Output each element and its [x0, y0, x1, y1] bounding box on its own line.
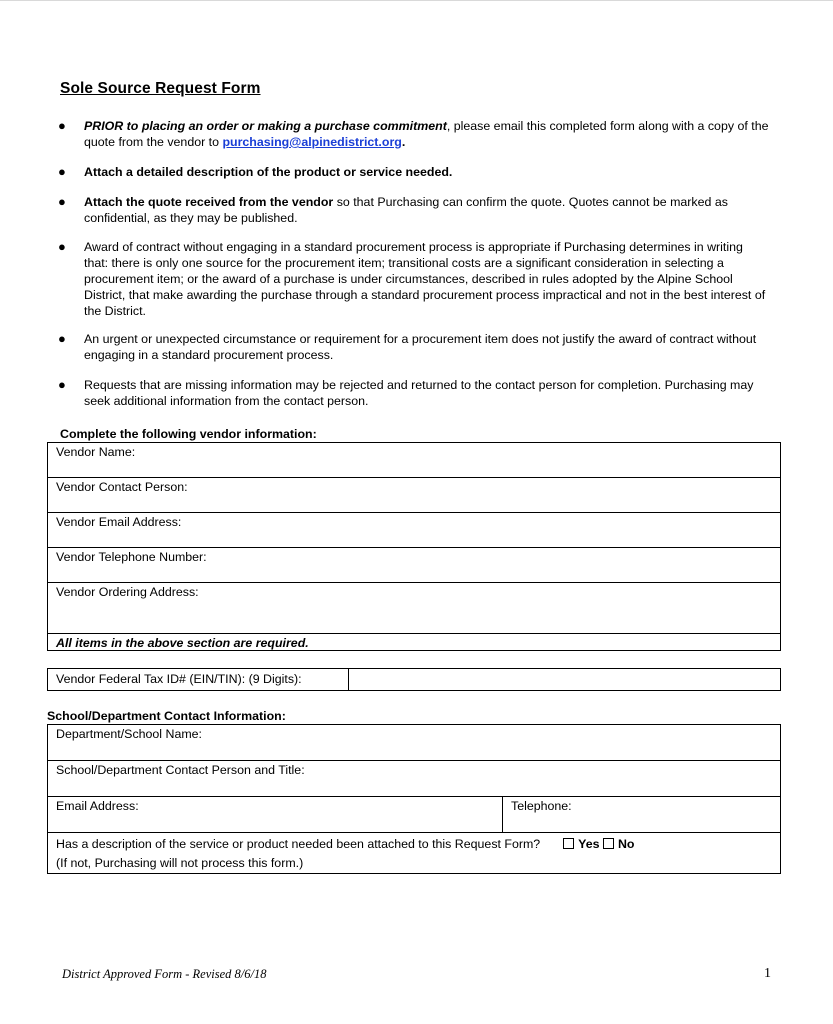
department-label: Department/School Name:	[56, 727, 203, 741]
department-field[interactable]	[48, 725, 781, 761]
description-question-note: (If not, Purchasing will not process this form.)	[56, 856, 304, 870]
tax-id-label: Vendor Federal Tax ID# (EIN/TIN): (9 Digits):	[48, 669, 349, 691]
bullet-icon: ●	[58, 194, 66, 209]
no-checkbox[interactable]	[603, 837, 635, 851]
instruction-item	[58, 118, 770, 150]
instruction-tail: .	[401, 135, 406, 149]
bullet-icon: ●	[58, 164, 66, 179]
footer-revision: District Approved Form - Revised 8/6/18	[62, 967, 267, 981]
instruction-item	[58, 239, 770, 319]
tax-id-input[interactable]	[349, 669, 781, 691]
instruction-item	[58, 194, 770, 226]
instruction-text: An urgent or unexpected circumstance or requirement for a procurement item does not justify the award of contract without engaging in a standard procurement process.	[84, 332, 757, 362]
yes-label: Yes	[578, 837, 600, 851]
vendor-telephone-field[interactable]	[48, 548, 781, 583]
tax-id-table	[47, 668, 781, 691]
yes-checkbox[interactable]	[563, 837, 599, 851]
bullet-icon: ●	[58, 118, 66, 133]
purchasing-email-link[interactable]: purchasing@alpinedistrict.org	[222, 135, 402, 149]
required-note: All items in the above section are required.	[48, 634, 781, 651]
checkbox-icon	[603, 838, 614, 849]
vendor-name-label: Vendor Name:	[56, 445, 136, 459]
contact-person-field[interactable]	[48, 761, 781, 797]
page-number: 1	[764, 966, 771, 981]
bullet-icon: ●	[58, 331, 66, 346]
page-top-border	[0, 0, 833, 1]
vendor-email-field[interactable]	[48, 513, 781, 548]
contact-person-label: School/Department Contact Person and Title:	[56, 763, 305, 777]
instructions-list	[58, 118, 770, 423]
instruction-text: Award of contract without engaging in a standard procurement process is appropriate if Purchasing determines in writing that: there is only one source for the procurement item; transitional costs are a significant consideration in selecting a procurement item; or the award of a purchase is under circumstances, described in rules adopted by the Alpine School District, that make awarding the purchase through a standard procurement process impractical and not in the best interest of the District.	[84, 240, 766, 318]
vendor-telephone-label: Vendor Telephone Number:	[56, 550, 207, 564]
instruction-text: so that Purchasing can confirm the quote. Quotes cannot be marked as confidential, as they may be published.	[84, 195, 728, 225]
vendor-address-field[interactable]	[48, 583, 781, 634]
vendor-info-table	[47, 442, 781, 651]
instruction-lead: Attach a detailed description of the product or service needed.	[84, 165, 453, 179]
vendor-email-label: Vendor Email Address:	[56, 515, 182, 529]
checkbox-icon	[563, 838, 574, 849]
instruction-lead: Attach the quote received from the vendor	[84, 195, 334, 209]
instruction-item	[58, 164, 770, 180]
bullet-icon: ●	[58, 239, 66, 254]
description-question-row	[48, 833, 781, 874]
instruction-item	[58, 377, 770, 409]
instruction-text: Requests that are missing information may be rejected and returned to the contact person for completion. Purchasing may seek additional information from the contact person.	[84, 378, 754, 408]
vendor-name-field[interactable]	[48, 443, 781, 478]
description-question: Has a description of the service or product needed been attached to this Request Form?	[56, 837, 541, 851]
contact-email-label: Email Address:	[56, 799, 139, 813]
bullet-icon: ●	[58, 377, 66, 392]
contact-section-heading: School/Department Contact Information:	[47, 709, 286, 723]
vendor-address-label: Vendor Ordering Address:	[56, 585, 199, 599]
vendor-contact-label: Vendor Contact Person:	[56, 480, 188, 494]
vendor-contact-field[interactable]	[48, 478, 781, 513]
instruction-item	[58, 331, 770, 363]
contact-email-field[interactable]	[48, 797, 503, 833]
instruction-lead: PRIOR to placing an order or making a purchase commitment	[84, 119, 447, 133]
instruction-text: , please email this completed form along with a copy of the quote from the vendor to	[84, 119, 769, 149]
contact-info-table	[47, 724, 781, 874]
form-title: Sole Source Request Form	[60, 80, 261, 97]
vendor-section-heading: Complete the following vendor information:	[60, 427, 317, 441]
no-label: No	[617, 837, 635, 851]
contact-telephone-field[interactable]	[503, 797, 781, 833]
contact-telephone-label: Telephone:	[511, 799, 572, 813]
